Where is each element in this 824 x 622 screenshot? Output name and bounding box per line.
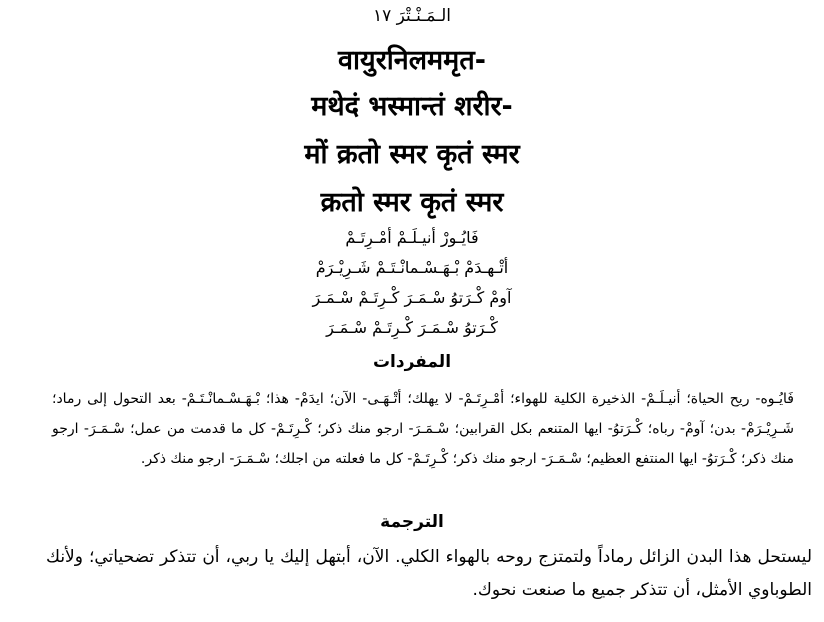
vocabulary-paragraph: فَايُـوه- ريح الحياة؛ أنيـلَـمْ- الذخيرة الكلية للهواء؛ أمْـرِتَـمْ- لا يهلك؛ أتْـهَـى- الآن؛ ايدَمْ- هذا؛ بْـهَـسْـمانْـتَـمْ- بعد التحول إلى رماد؛ شَـرِيْـرَمْ- بدن؛ آومْ- رباه؛ كْـرَتوُ- ايها المتنعم بكل القرابين؛ سْـمَـرَ- ارجو منك ذكر؛ كْـرِتَـمْ- كل ما قدمت من عمل؛ سْـمَـرَ- ارجو منك ذكر؛ كْـرَتوُ- ايها المنتفع العظيم؛ سْـمَـرَ- ارجو منك ذكر؛ كْـرِتَـمْ- كل ما فعلته من اجلك؛ سْـمَـرَ- ارجو منك ذكر. <box>52 391 794 467</box>
sanskrit-line-1: वायुरनिलममृत- <box>338 45 486 76</box>
translation-heading: الترجمة <box>380 512 444 532</box>
sanskrit-line-2: मथेदं भस्मान्तं शरीर- <box>311 91 513 122</box>
transliteration-line-3: آومْ كْـرَتوُ سْـمَـرَ كْـرِتَـمْ سْـمَـرَ <box>312 288 512 307</box>
transliteration-line-1: فَايُـورْ أنيـلَـمْ أمْـرِتَـمْ <box>345 228 479 247</box>
sanskrit-line-4: क्रतो स्मर कृतं स्मर <box>320 187 504 218</box>
transliteration-line-2: أتْـهـدَمْ بْـهَـسْـمانْـتَـمْ شَـرِيْـرَمْ <box>315 258 509 277</box>
vocabulary-heading: المفردات <box>372 352 452 372</box>
mantra-number: الـمَـنْـتْرَ ١٧ <box>373 6 451 26</box>
transliteration-line-4: كْـرَتوُ سْـمَـرَ كْـرِتَـمْ سْـمَـرَ <box>326 318 498 337</box>
translation-paragraph: ليستحل هذا البدن الزائل رماداً ولتمتزج روحه بالهواء الكلي. الآن، أبتهل إليك يا ربي، أن تتذكر تضحياتي؛ ولأنك الطوباوي الأمثل، أن تتذكر جميع ما صنعت نحوك. <box>46 547 812 600</box>
sanskrit-line-3: मों क्रतो स्मर कृतं स्मर <box>304 139 520 170</box>
